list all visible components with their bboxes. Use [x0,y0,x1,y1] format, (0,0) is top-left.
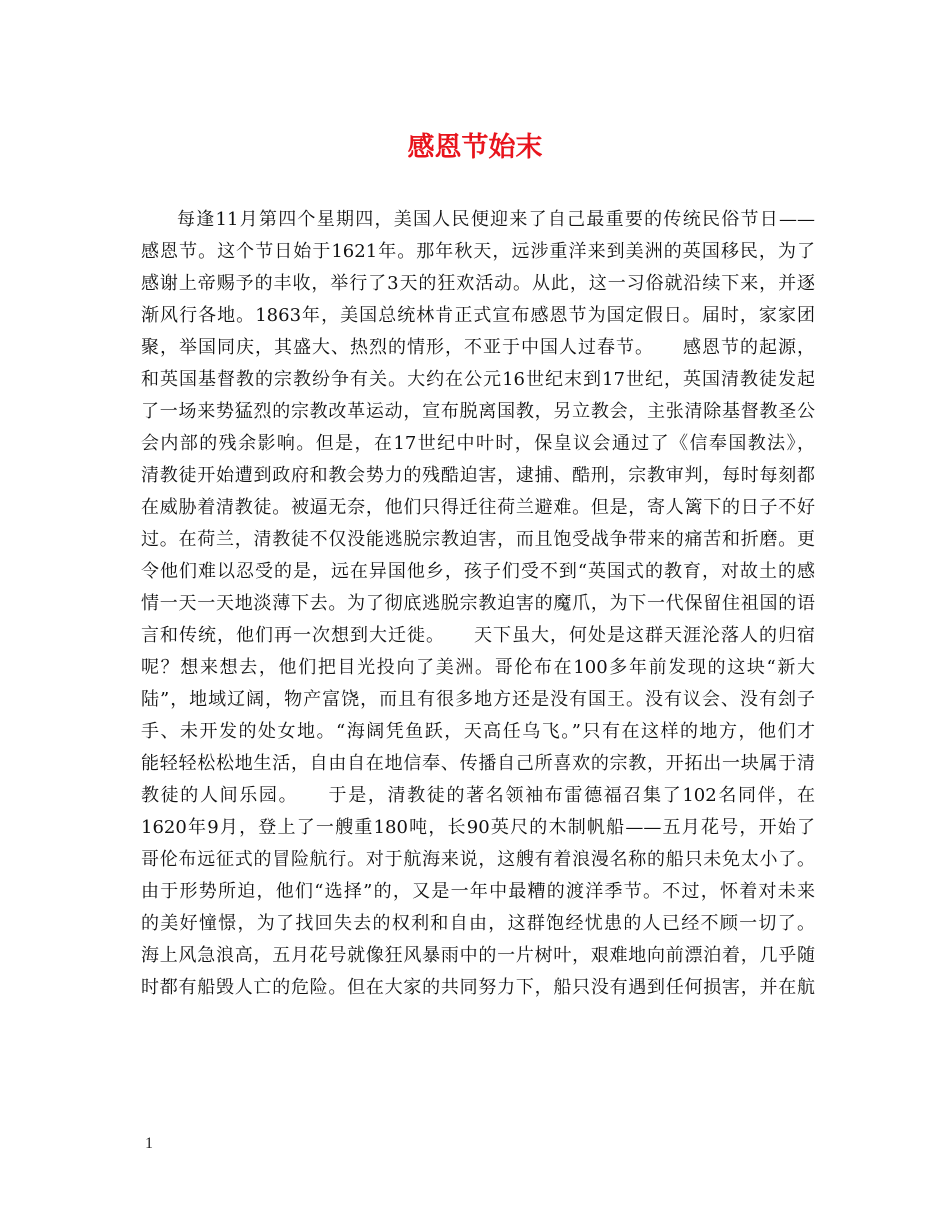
body-line: 情一天一天地淡薄下去。为了彻底逃脱宗教迫害的魔爪，为下一代保留住祖国的语 [141,593,815,614]
body-line: 言和传统，他们再一次想到大迁徙。 天下虽大，何处是这群天涯沦落人的归宿 [141,625,815,646]
body-line: 聚，举国同庆，其盛大、热烈的情形，不亚于中国人过春节。 感恩节的起源， [141,337,815,358]
document-body [141,204,815,1004]
body-line: 在威胁着清教徒。被逼无奈，他们只得迁往荷兰避难。但是，寄人篱下的日子不好 [141,497,815,518]
body-line: 能轻轻松松地生活，自由自在地信奉、传播自己所喜欢的宗教，开拓出一块属于清 [141,753,815,774]
body-line: 的美好憧憬，为了找回失去的权利和自由，这群饱经忧患的人已经不顾一切了。 [141,913,815,934]
body-line: 哥伦布远征式的冒险航行。对于航海来说，这艘有着浪漫名称的船只未免太小了。 [141,849,815,870]
document-title: 感恩节始末 [407,132,543,163]
body-line: 感谢上帝赐予的丰收，举行了3天的狂欢活动。从此，这一习俗就沿续下来，并逐 [141,273,815,294]
body-line: 海上风急浪高，五月花号就像狂风暴雨中的一片树叶，艰难地向前漂泊着，几乎随 [141,945,815,966]
body-line: 令他们难以忍受的是，远在异国他乡，孩子们受不到“英国式的教育，对故土的感 [141,561,815,582]
body-line: 陆”，地域辽阔，物产富饶，而且有很多地方还是没有国王。没有议会、没有刽子 [141,689,815,710]
body-line: 和英国基督教的宗教纷争有关。大约在公元16世纪末到17世纪，英国清教徒发起 [141,369,815,390]
body-line: 渐风行各地。1863年，美国总统林肯正式宣布感恩节为国定假日。届时，家家团 [141,305,815,326]
body-line: 1620年9月，登上了一艘重180吨，长90英尺的木制帆船——五月花号，开始了 [141,817,815,838]
body-line: 呢？想来想去，他们把目光投向了美洲。哥伦布在100多年前发现的这块“新大 [141,657,815,678]
body-line: 每逢11月第四个星期四，美国人民便迎来了自己最重要的传统民俗节日—— [177,209,815,230]
body-line: 时都有船毁人亡的危险。但在大家的共同努力下，船只没有遇到任何损害，并在航 [141,977,815,998]
body-line: 手、未开发的处女地。“海阔凭鱼跃，天高任乌飞。”只有在这样的地方，他们才 [141,721,815,742]
body-line: 清教徒开始遭到政府和教会势力的残酷迫害，逮捕、酷刑，宗教审判，每时每刻都 [141,465,815,486]
body-line: 过。在荷兰，清教徒不仅没能逃脱宗教迫害，而且饱受战争带来的痛苦和折磨。更 [141,529,815,550]
body-line: 由于形势所迫，他们“选择”的，又是一年中最糟的渡洋季节。不过，怀着对未来 [141,881,815,902]
body-line: 教徒的人间乐园。 于是，清教徒的著名领袖布雷德福召集了102名同伴，在 [141,785,815,806]
body-line: 会内部的残余影响。但是，在17世纪中叶时，保皇议会通过了《信奉国教法》， [141,433,815,454]
body-line: 了一场来势猛烈的宗教改革运动，宣布脱离国教，另立教会，主张清除基督教圣公 [141,401,815,422]
body-line: 感恩节。这个节日始于1621年。那年秋天，远涉重洋来到美洲的英国移民，为了 [141,241,815,262]
page-number: 1 [145,1135,153,1152]
